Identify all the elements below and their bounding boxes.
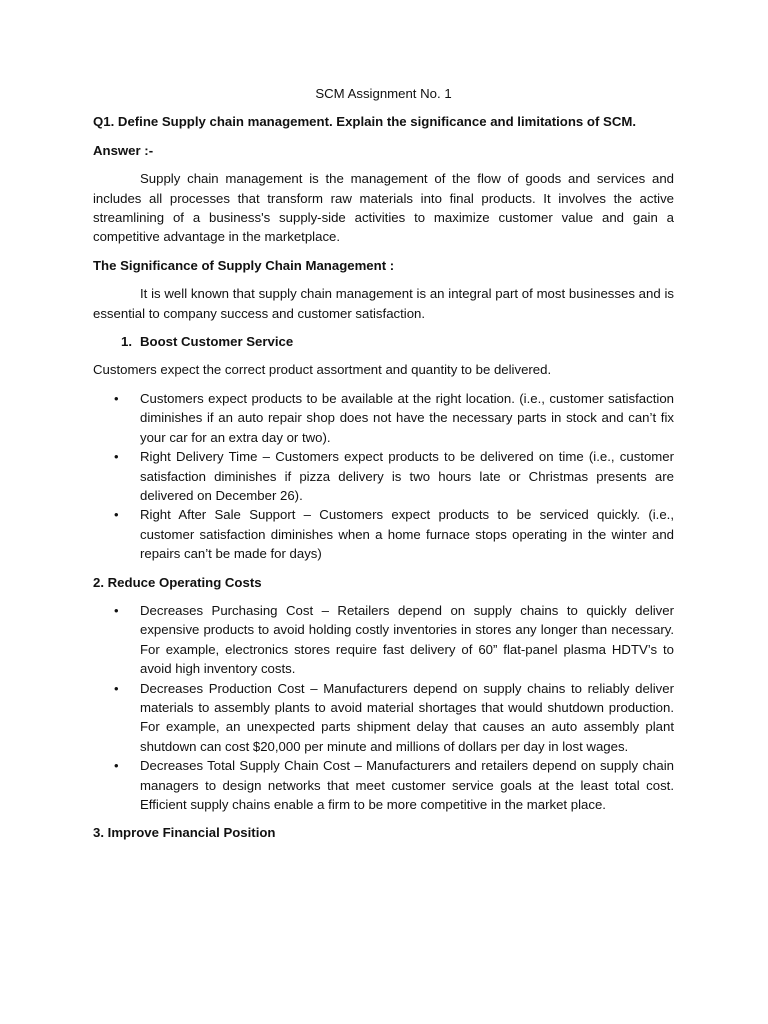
bullet-icon: • (114, 390, 119, 406)
list-item (93, 601, 674, 679)
section2-bullet-list (93, 601, 674, 814)
section1-lead: Customers expect the correct product assortment and quantity to be delivered. (93, 362, 552, 378)
significance-heading: The Significance of Supply Chain Management : (93, 257, 395, 273)
intro-paragraph: Supply chain management is the management of the flow of goods and services and includes all processes that transform raw materials into final products. It involves the active streamlining of a business's supply-side activities to maximize customer value and gain a competitive advantage in the marketplace. (93, 171, 674, 245)
bullet-icon: • (114, 758, 119, 774)
section1-title: Boost Customer Service (140, 334, 294, 350)
list-item (93, 756, 674, 814)
section3-heading: 3. Improve Financial Position (93, 825, 276, 841)
answer-label: Answer :- (93, 142, 154, 158)
section2-heading: 2. Reduce Operating Costs (93, 574, 262, 590)
bullet-icon: • (114, 507, 119, 523)
list-item (93, 679, 674, 757)
document-title: SCM Assignment No. 1 (315, 86, 452, 101)
question-text: Q1. Define Supply chain management. Explain the significance and limitations of SCM. (93, 114, 636, 130)
list-item (93, 505, 674, 563)
bullet-icon: • (114, 602, 119, 618)
list-item (93, 389, 674, 447)
document-page (93, 84, 674, 852)
bullet-icon: • (114, 449, 119, 465)
bullet-icon: • (114, 680, 119, 696)
list-item-text: Customers expect products to be available at the right location. (i.e., customer satisfaction diminishes if an auto repair shop does not have the necessary parts in stock and can’t fix your car for an extra day or two). (140, 390, 674, 445)
section1-heading (93, 332, 674, 351)
list-item-text: Right After Sale Support – Customers expect products to be serviced quickly. (i.e., customer satisfaction diminishes when a home furnace stops operating in the winter and repairs can’t be made for days) (140, 507, 674, 562)
list-item-text: Decreases Purchasing Cost – Retailers depend on supply chains to quickly deliver expensive products to avoid holding costly inventories in stores any longer than necessary. For example, electronics stores require fast delivery of 60” flat-panel plasma HDTV’s to avoid high inventory costs. (140, 602, 674, 677)
section1-number: 1. (121, 334, 132, 350)
significance-paragraph: It is well known that supply chain management is an integral part of most businesses and is essential to company success and customer satisfaction. (93, 286, 674, 321)
list-item-text: Decreases Production Cost – Manufacturers depend on supply chains to reliably deliver materials to assembly plants to avoid material shortages that would shutdown production. For example, an unexpected parts shipment delay that causes an auto assembly plant shutdown can cost $20,000 per minute and millions of dollars per day in lost wages. (140, 680, 674, 754)
list-item-text: Decreases Total Supply Chain Cost – Manufacturers and retailers depend on supply chain managers to design networks that meet customer service goals at the least total cost. Efficient supply chains enable a firm to be more competitive in the market place. (140, 758, 674, 812)
list-item-text: Right Delivery Time – Customers expect products to be delivered on time (i.e., customer satisfaction diminishes if pizza delivery is two hours late or Christmas presents are delivered on December 26). (140, 449, 674, 503)
list-item (93, 447, 674, 505)
section1-bullet-list (93, 389, 674, 564)
